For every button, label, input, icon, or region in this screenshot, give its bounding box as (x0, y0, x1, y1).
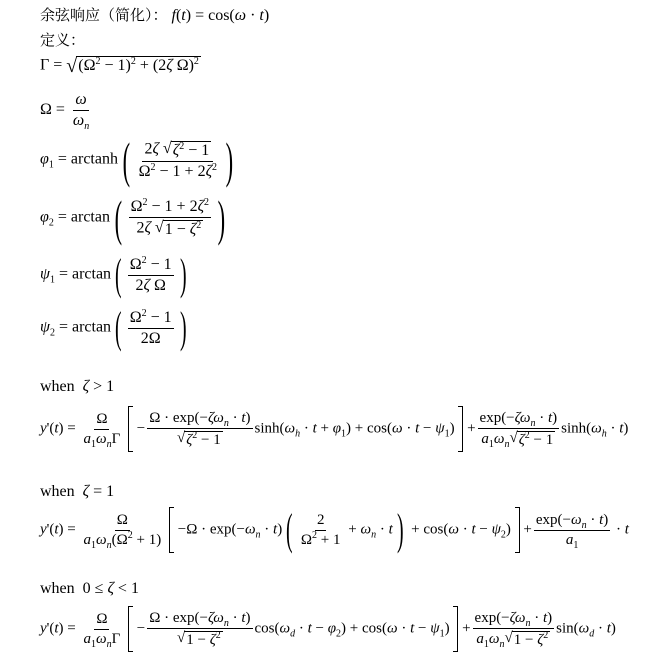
case-overdamped-condition: when ζ > 1 (40, 378, 115, 395)
phi1-definition: $\varphi_1 = \arctan h$( 2ζ √ $\zeta^2 - 1$ $\Omega^2 - 1 + 2\zeta^2$ ) (40, 132, 234, 188)
page-title (40, 8, 269, 24)
title-text: 余弦响应（简化）： (40, 6, 168, 24)
case-underdamped-equation: y'(t) = $\frac{\Omega}{a_1\omega_n\Gamma}$ − $\Omega \cdot \exp(-\zeta\omega_n \cdot t)$ √ $1 - \zeta^2$ $\cos(\omega_d \cdot t - \varphi_2) + \cos(\omega \cdot t - \psi_1)$ + $\exp(-\zeta\omega_n \cdot t)$ $a_1\omega_n$ √ $1 - \zeta^2$ $\sin(\omega_d \cdot t)$ (40, 606, 616, 652)
case-critical-condition: when ζ = 1 (40, 483, 115, 500)
case-critical-equation: y'(t) = $\frac{\Omega}{a_1\omega_n(\Omega^2 + 1)}$ $-\Omega \cdot \exp(-\omega_n \cdot t)$( $\frac{2}{\Omega^2 + 1}$ + $\omega_n \cdot t) + \cos(\omega \cdot t - \psi_2)$ + $\frac{\exp(-\omega_n \cdot t)}{a_1}$ · t (40, 505, 629, 554)
title-function: f(t) = cos(ω · t) (171, 7, 270, 24)
gamma-definition: Γ = √ $(\Omega^2 - 1)^2 + (2\zeta$ Ω)$^2$ (40, 55, 199, 77)
definition-label: 定义： (40, 31, 86, 49)
psi1-definition: $\psi_1 = \arctan$( $\frac{\Omega^2 - 1}{\text{2ζ Ω}}$ ) (40, 250, 187, 299)
case-overdamped-equation: y'(t) = $\frac{\Omega}{a_1\omega_n\Gamma}$ − $\Omega \cdot \exp(-\zeta\omega_n \cdot t)$ √ $\zeta^2 - 1$ $\sinh(\omega_h \cdot t + \varphi_1) + \cos(\omega \cdot t - \psi_1)$ + $\exp(-\zeta\omega_n \cdot t)$ $a_1\omega_n$ √ $\zeta^2 - 1$ $\sinh(\omega_h \cdot t)$ (40, 406, 628, 452)
psi2-definition: $\psi_2 = \arctan$( $\frac{\Omega^2 - 1}{2\Omega}$ ) (40, 303, 187, 352)
omega-ratio-definition: Ω = $\frac{\omega}{\omega_n}$ (40, 91, 90, 132)
phi2-definition: $\varphi_2 = \arctan$( $\Omega^2 - 1 + 2\zeta^2$ 2ζ √ $1 - \zeta^2$ ) (40, 190, 226, 246)
case-underdamped-condition: when 0 ≤ ζ < 1 (40, 580, 139, 597)
